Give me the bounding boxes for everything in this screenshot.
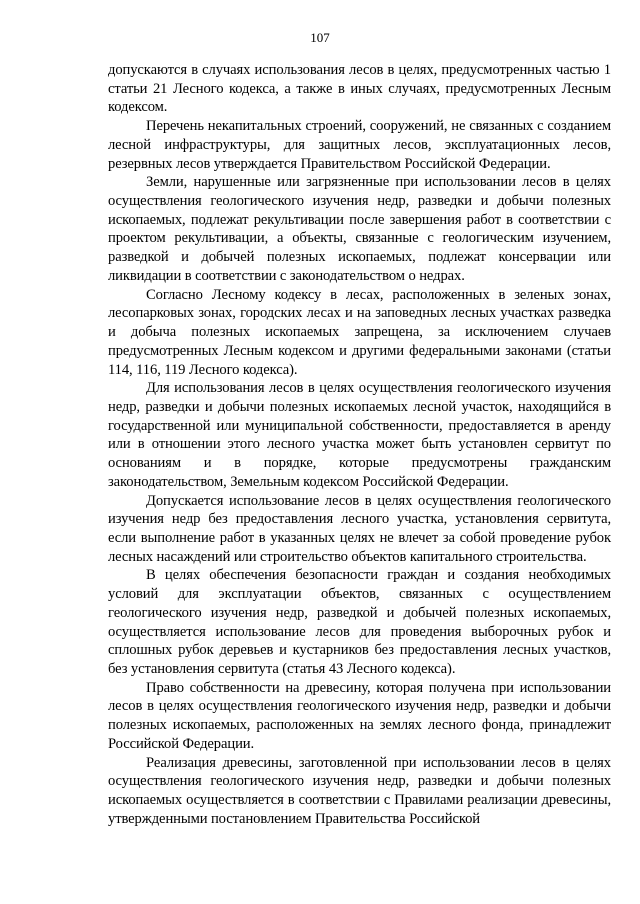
paragraph-8: Право собственности на древесину, которая получена при использовании лесов в целях осуществления геологического изучения недр, разведки и добычи полезных ископаемых, расположенных на землях лесного фонда, принадлежит Российской Федерации. [108, 679, 611, 752]
paragraph-7: В целях обеспечения безопасности граждан и создания необходимых условий для эксплуатации объектов, связанных с осуществлением геологического изучения недр, разведкой и добычей полезных ископаемых, осуществляется использование лесов для проведения выборочных рубок и сплошных рубок деревьев и кустарников без предоставления лесных участков, без установления сервитута (статья 43 Лесного кодекса). [108, 567, 611, 677]
paragraph-1: допускаются в случаях использования лесов в целях, предусмотренных частью 1 статьи 21 Лесного кодекса, а также в иных случаях, предусмотренных Лесным кодексом. [108, 62, 611, 116]
paragraph-3: Земли, нарушенные или загрязненные при использовании лесов в целях осуществления геологического изучения недр, разведки и добычи полезных ископаемых, подлежат рекультивации после завершения работ в соответствии с проектом рекультивации, а объекты, связанные с геологическим изучением, разведкой и добычей полезных ископаемых, подлежат консервации или ликвидации в соответствии с законодательством о недрах. [108, 174, 611, 284]
paragraph-6: Допускается использование лесов в целях осуществления геологического изучения недр без предоставления лесного участка, установления сервитута, если выполнение работ в указанных целях не влечет за собой проведение рубок лесных насаждений или строительство объектов капитального строительства. [108, 492, 611, 565]
paragraph-2: Перечень некапитальных строений, сооружений, не связанных с созданием лесной инфраструктуры, для защитных лесов, эксплуатационных лесов, резервных лесов утверждается Правительством Российской Федерации. [108, 118, 611, 172]
page-number: 107 [310, 30, 330, 45]
paragraph-5: Для использования лесов в целях осуществления геологического изучения недр, разведки и добычи полезных ископаемых лесной участок, находящийся в государственной или муниципальной собственности, предоставляется в аренду или в отношении этого лесного участка может быть установлен сервитут по основаниям и в порядке, которые предусмотрены гражданским законодательством, Земельным кодексом Российской Федерации. [108, 380, 611, 490]
paragraph-9: Реализация древесины, заготовленной при использовании лесов в целях осуществления геологического изучения недр, разведки и добычи полезных ископаемых осуществляется в соответствии с Правилами реализации древесины, утвержденными постановлением Правительства Российской [108, 754, 611, 827]
body-text [108, 61, 611, 828]
paragraph-4: Согласно Лесному кодексу в лесах, расположенных в зеленых зонах, лесопарковых зонах, городских лесах и на заповедных лесных участках разведка и добыча полезных ископаемых запрещена, за исключением случаев предусмотренных Лесным кодексом и другими федеральными законами (статьи 114, 116, 119 Лесного кодекса). [108, 286, 611, 378]
